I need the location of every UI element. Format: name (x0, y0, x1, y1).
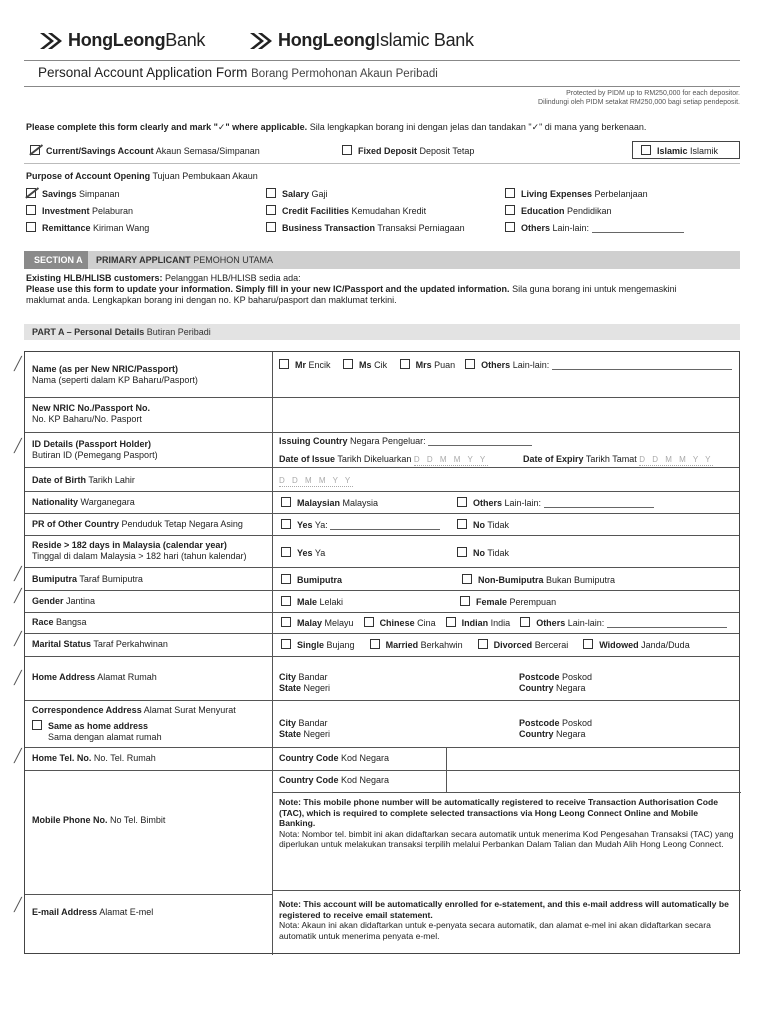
checkbox[interactable] (364, 617, 374, 627)
tick-mark: ╱ (14, 631, 22, 646)
personal-details-table (24, 351, 740, 954)
gender-male[interactable]: Male Lelaki (281, 596, 343, 608)
checkbox[interactable] (457, 547, 467, 557)
label-nationality: Nationality Warganegara (32, 497, 135, 507)
purpose-credit-facilities[interactable]: Credit Facilities Kemudahan Kredit (266, 205, 426, 216)
issuing-country-field[interactable]: Issuing Country Negara Pengeluar: (279, 436, 532, 447)
checkbox[interactable] (505, 205, 515, 215)
purpose-others[interactable]: Others Lain-lain: (505, 222, 684, 233)
dob-field[interactable]: D D M M Y Y (279, 476, 353, 485)
checkbox[interactable] (281, 596, 291, 606)
checkbox[interactable] (32, 720, 42, 730)
checkbox[interactable] (505, 222, 515, 232)
checkbox[interactable] (266, 188, 276, 198)
label-name: Name (as per New NRIC/Passport) Nama (seperti dalam KP Baharu/Pasport) (32, 364, 198, 385)
account-type-fixed-deposit[interactable]: Fixed Deposit Deposit Tetap (342, 145, 474, 156)
label-bumiputra: Bumiputra Taraf Bumiputra (32, 574, 143, 584)
logo2-bold: HongLeong (278, 30, 376, 50)
label-dob: Date of Birth Tarikh Lahir (32, 475, 135, 485)
date-of-expiry-field[interactable]: Date of Expiry Tarikh Tamat D D M M Y Y (523, 454, 713, 464)
race-others[interactable]: Others Lain-lain: (520, 618, 727, 628)
checkbox[interactable] (281, 519, 291, 529)
race-options (281, 617, 727, 629)
checkbox[interactable] (457, 497, 467, 507)
logo1-bold: HongLeong (68, 30, 166, 50)
tick-mark: ╱ (14, 438, 22, 453)
part-a-bar: PART A – Personal Details Butiran Peribadi (24, 324, 740, 340)
checkbox[interactable] (462, 574, 472, 584)
marital-divorced[interactable]: Divorced Bercerai (478, 640, 569, 650)
checkbox[interactable] (281, 617, 291, 627)
marital-options (281, 639, 690, 651)
corr-city-state[interactable]: City Bandar State Negeri (279, 718, 331, 739)
checkbox[interactable] (266, 205, 276, 215)
instruction: Please complete this form clearly and mark "✓" where applicable. Sila lengkapkan borang ini dengan jelas dan tandakan "✓" di mana yang berkenaan. (26, 122, 647, 132)
title-others[interactable]: Others Lain-lain: (465, 360, 732, 370)
title-options (279, 359, 732, 371)
checkbox[interactable] (641, 145, 651, 155)
checkbox[interactable] (281, 574, 291, 584)
home-city-state[interactable]: City Bandar State Negeri (279, 672, 331, 693)
checkbox[interactable] (520, 617, 530, 627)
purpose-business-transaction[interactable]: Business Transaction Transaksi Perniagaan (266, 222, 465, 233)
corr-postcode-country[interactable]: Postcode Poskod Country Negara (519, 718, 593, 739)
checkbox[interactable] (26, 188, 36, 198)
checkbox[interactable] (465, 359, 475, 369)
marital-widowed[interactable]: Widowed Janda/Duda (583, 640, 689, 650)
logo1-light: Bank (165, 30, 206, 50)
purpose-salary[interactable]: Salary Gaji (266, 188, 328, 199)
email-note: Note: This account will be automatically enrolled for e-statement, and this e-mail address will automatically be registered to receive email statement. Nota: Akaun ini akan didaftarkan untuk e-penyata secara automatik, dan alamat e-mel ini akan didaftarkan secara automatik untuk menerima penyata e-mel. (279, 899, 729, 941)
purpose-investment[interactable]: Investment Pelaburan (26, 205, 133, 216)
race-indian[interactable]: Indian India (446, 618, 511, 628)
label-home-address: Home Address Alamat Rumah (32, 672, 157, 682)
gender-female[interactable]: Female Perempuan (460, 596, 556, 608)
reside-no[interactable]: No Tidak (457, 547, 509, 559)
home-tel-country-code[interactable]: Country Code Kod Negara (279, 753, 390, 763)
bumiputra-no[interactable]: Non-Bumiputra Bukan Bumiputra (462, 574, 615, 586)
tick-mark: ╱ (14, 897, 22, 912)
marital-single[interactable]: Single Bujang (281, 640, 355, 650)
label-gender: Gender Jantina (32, 596, 96, 606)
section-a-bar: SECTION A PRIMARY APPLICANT PEMOHON UTAMA (24, 251, 740, 269)
label-id-details: ID Details (Passport Holder) Butiran ID (Pemegang Pasport) (32, 439, 158, 460)
tick-mark: ╱ (14, 588, 22, 603)
checkbox[interactable] (460, 596, 470, 606)
race-chinese[interactable]: Chinese Cina (364, 618, 436, 628)
checkbox[interactable] (505, 188, 515, 198)
checkbox[interactable] (342, 145, 352, 155)
purpose-remittance[interactable]: Remittance Kiriman Wang (26, 222, 149, 233)
tick-mark: ╱ (14, 356, 22, 371)
tick-mark: ╱ (14, 670, 22, 685)
checkbox[interactable] (266, 222, 276, 232)
checkbox[interactable] (281, 497, 291, 507)
label-reside: Reside > 182 days in Malaysia (calendar year) Tinggal di dalam Malaysia > 182 hari (tahun kalendar) (32, 540, 247, 561)
label-home-tel: Home Tel. No. No. Tel. Rumah (32, 753, 156, 763)
label-pr: PR of Other Country Penduduk Tetap Negara Asing (32, 519, 243, 529)
checkbox[interactable] (370, 639, 380, 649)
label-email: E-mail Address Alamat E-mel (32, 907, 154, 917)
checkbox[interactable] (279, 359, 289, 369)
race-malay[interactable]: Malay Melayu (281, 618, 354, 628)
title-mrs[interactable]: Mrs Puan (400, 360, 456, 370)
logo2-light: Islamic Bank (375, 30, 474, 50)
purpose-education[interactable]: Education Pendidikan (505, 205, 612, 216)
label-marital: Marital Status Taraf Perkahwinan (32, 639, 168, 649)
label-mobile: Mobile Phone No. No Tel. Bimbit (32, 815, 166, 825)
others-input[interactable] (592, 232, 684, 233)
purpose-savings[interactable]: Savings Simpanan (26, 188, 120, 199)
pr-yes[interactable]: Yes Ya: (281, 519, 440, 531)
checkbox[interactable] (281, 639, 291, 649)
same-as-home-checkbox[interactable]: Same as home address Sama dengan alamat rumah (32, 720, 162, 743)
tick-mark: ╱ (14, 748, 22, 763)
page-title: Personal Account Application Form Borang Permohonan Akaun Peribadi (38, 65, 438, 80)
title-mr[interactable]: Mr Encik (279, 360, 331, 370)
nationality-malaysian[interactable]: Malaysian Malaysia (281, 497, 378, 509)
tick-mark: ╱ (14, 566, 22, 581)
pr-no[interactable]: No Tidak (457, 519, 509, 531)
hong-leong-bank-logo (38, 30, 205, 51)
existing-customer-note: Existing HLB/HLISB customers: Pelanggan HLB/HLISB sedia ada: Please use this form to update your information. Simply fill in your new IC/Passport and the updated information. Sila guna borang ini untuk mengemaskini maklumat anda. Lengkapkan borang ini dengan no. KP baharu/pasport dan maklumat terkini. (26, 273, 677, 305)
checkbox[interactable] (26, 205, 36, 215)
checkbox[interactable] (478, 639, 488, 649)
nationality-others[interactable]: Others Lain-lain: (457, 497, 654, 509)
date-of-issue-field[interactable]: Date of Issue Tarikh Dikeluarkan D D M M Y Y (279, 454, 488, 464)
account-type-islamic[interactable]: Islamic Islamik (632, 141, 740, 159)
label-race: Race Bangsa (32, 617, 87, 627)
purpose-living-expenses[interactable]: Living Expenses Perbelanjaan (505, 188, 648, 199)
checkbox[interactable] (343, 359, 353, 369)
label-correspondence-address: Correspondence Address Alamat Surat Menyurat (32, 705, 236, 715)
checkbox[interactable] (30, 145, 40, 155)
home-postcode-country[interactable]: Postcode Poskod Country Negara (519, 672, 593, 693)
checkbox[interactable] (446, 617, 456, 627)
checkbox[interactable] (26, 222, 36, 232)
pidm-note: Protected by PIDM up to RM250,000 for each depositor. Dilindungi oleh PIDM setakat RM250,000 bagi setiap pendeposit. (538, 90, 740, 106)
checkbox[interactable] (457, 519, 467, 529)
title-ms[interactable]: Ms Cik (343, 360, 387, 370)
hong-leong-islamic-bank-logo (248, 30, 474, 51)
bumiputra-yes[interactable]: Bumiputra (281, 574, 342, 586)
marital-married[interactable]: Married Berkahwin (370, 640, 463, 650)
checkbox[interactable] (281, 547, 291, 557)
checkbox[interactable] (400, 359, 410, 369)
mobile-country-code[interactable]: Country Code Kod Negara (279, 775, 390, 785)
checkbox[interactable] (583, 639, 593, 649)
hong-leong-logo-icon (38, 31, 64, 51)
account-type-current-savings[interactable]: Current/Savings Account Akaun Semasa/Simpanan (30, 145, 260, 156)
purpose-title: Purpose of Account Opening Tujuan Pembukaan Akaun (26, 171, 258, 181)
label-nric: New NRIC No./Passport No. No. KP Baharu/No. Pasport (32, 403, 151, 424)
hong-leong-islamic-logo-icon (248, 31, 274, 51)
mobile-note: Note: This mobile phone number will be automatically registered to receive Transaction Authorisation Code (TAC), which is required to complete selected transactions via Hong Leong Connect Online and Mobile Banking. Nota: Nombor tel. bimbit ini akan didaftarkan secara automatik untuk menerima Kod Pengesahan Transaksi (TAC) yang diperlukan untuk melakukan transaksi terpilih melalui Perbankan Dalam Talian dan Mudah Alih Hong Leong Connect. (279, 797, 734, 849)
reside-yes[interactable]: Yes Ya (281, 547, 325, 559)
